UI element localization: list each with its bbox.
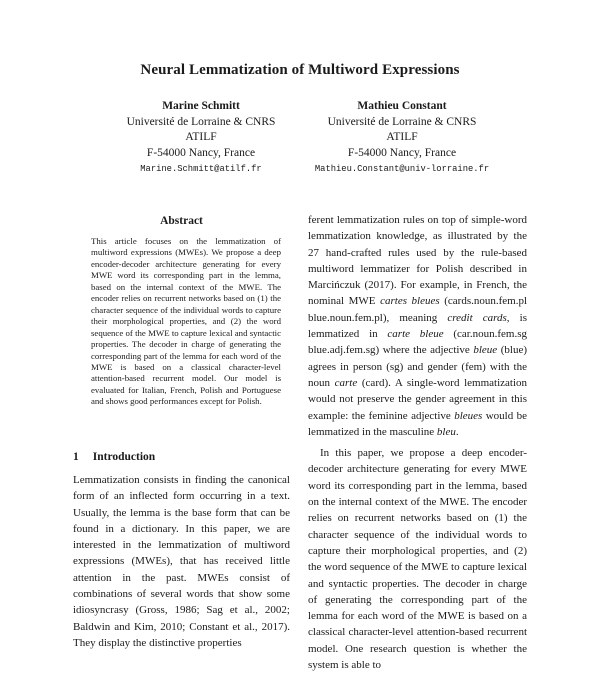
section-number: 1 [73,451,79,463]
paragraph-continuation: ferent lemmatization rules on top of simple-word lemmatization knowledge, as illustrated by the 27 hand-crafted rules used by the rule-based multiword lemmatizer for Polish described in Marcińczuk (2017). For example, in French, the nominal MWE cartes bleues (cards.noun.fem.pl blue.noun.fem.pl), meaning credit cards, is lemmatized in carte bleue (car.noun.fem.sg blue.adj.fem.sg) where the adjective bleue (blue) agrees in person (sg) and gender (fem) with the noun carte (card). A single-word lemmatization would not preserve the gender agreement in this example: the feminine adjective bleues would be lemmatized in the masculine bleu. [308,214,528,438]
paragraph: Lemmatization consists in finding the canonical form of an inflected form occurring in a text. Usually, the lemma is the base form that can be found in a dictionary. In this paper, we are interested in the lemmatization of multiword expressions (MWEs), that has received little attention in the past. MWEs consist of combinations of several words that show some idiosyncrasy (Gross, 1986; Sag et al., 2002; Baldwin and Kim, 2010; Constant et al., 2017). They display the distinctive properties [73,474,290,649]
author-name: Mathieu Constant [357,100,447,112]
author-block-1 [91,99,311,177]
paragraph: In this paper, we propose a deep encoder-decoder architecture generating for every MWE word its corresponding part in the lemma, based on the internal context of the MWE. The encoder relies on recurrent networks based on (1) the character sequence of the individual words to capture their morphological properties, and (2) the word sequence of the MWE to capture lexical and syntactic properties. The decoder in charge of generating the corresponding part of the lemma for each word of the MWE is based on a classical character-level attention-based recurrent model. One research question is whether the system is able to [308,447,527,672]
author-lab: ATILF [185,131,217,143]
abstract-text: This article focuses on the lemmatization of multiword expressions (MWEs). We propose a deep encoder-decoder architecture generating for every MWE word its corresponding part in the lemma, based on the internal context of the MWE. The encoder relies on recurrent networks based on (1) the character sequence of the individual words to capture their morphological properties, and (2) the word sequence of the MWE to capture lexical and syntactic properties. The decoder in charge of generating the corresponding part of the lemma for each word of the MWE is based on a classical character-level attention-based recurrent model. Our model is evaluated for Italian, French, Polish and Portuguese and shows good performances except for Polish. [91,236,281,407]
author-block-2 [292,99,512,177]
author-affiliation: Université de Lorraine & CNRS [126,115,276,128]
author-address: F-54000 Nancy, France [146,146,256,159]
author-email[interactable]: Mathieu.Constant@univ-lorraine.fr [314,164,490,174]
author-affiliation: Université de Lorraine & CNRS [327,115,477,128]
author-email[interactable]: Marine.Schmitt@atilf.fr [140,164,262,174]
author-address: F-54000 Nancy, France [347,146,457,159]
right-column [308,212,528,672]
section-title: Introduction [92,451,156,463]
section-heading-introduction [73,451,155,463]
author-lab: ATILF [386,131,418,143]
abstract-heading: Abstract [160,215,203,227]
author-name: Marine Schmitt [162,100,240,112]
paper-title: Neural Lemmatization of Multiword Expressions [140,62,460,78]
introduction-text [73,472,290,649]
